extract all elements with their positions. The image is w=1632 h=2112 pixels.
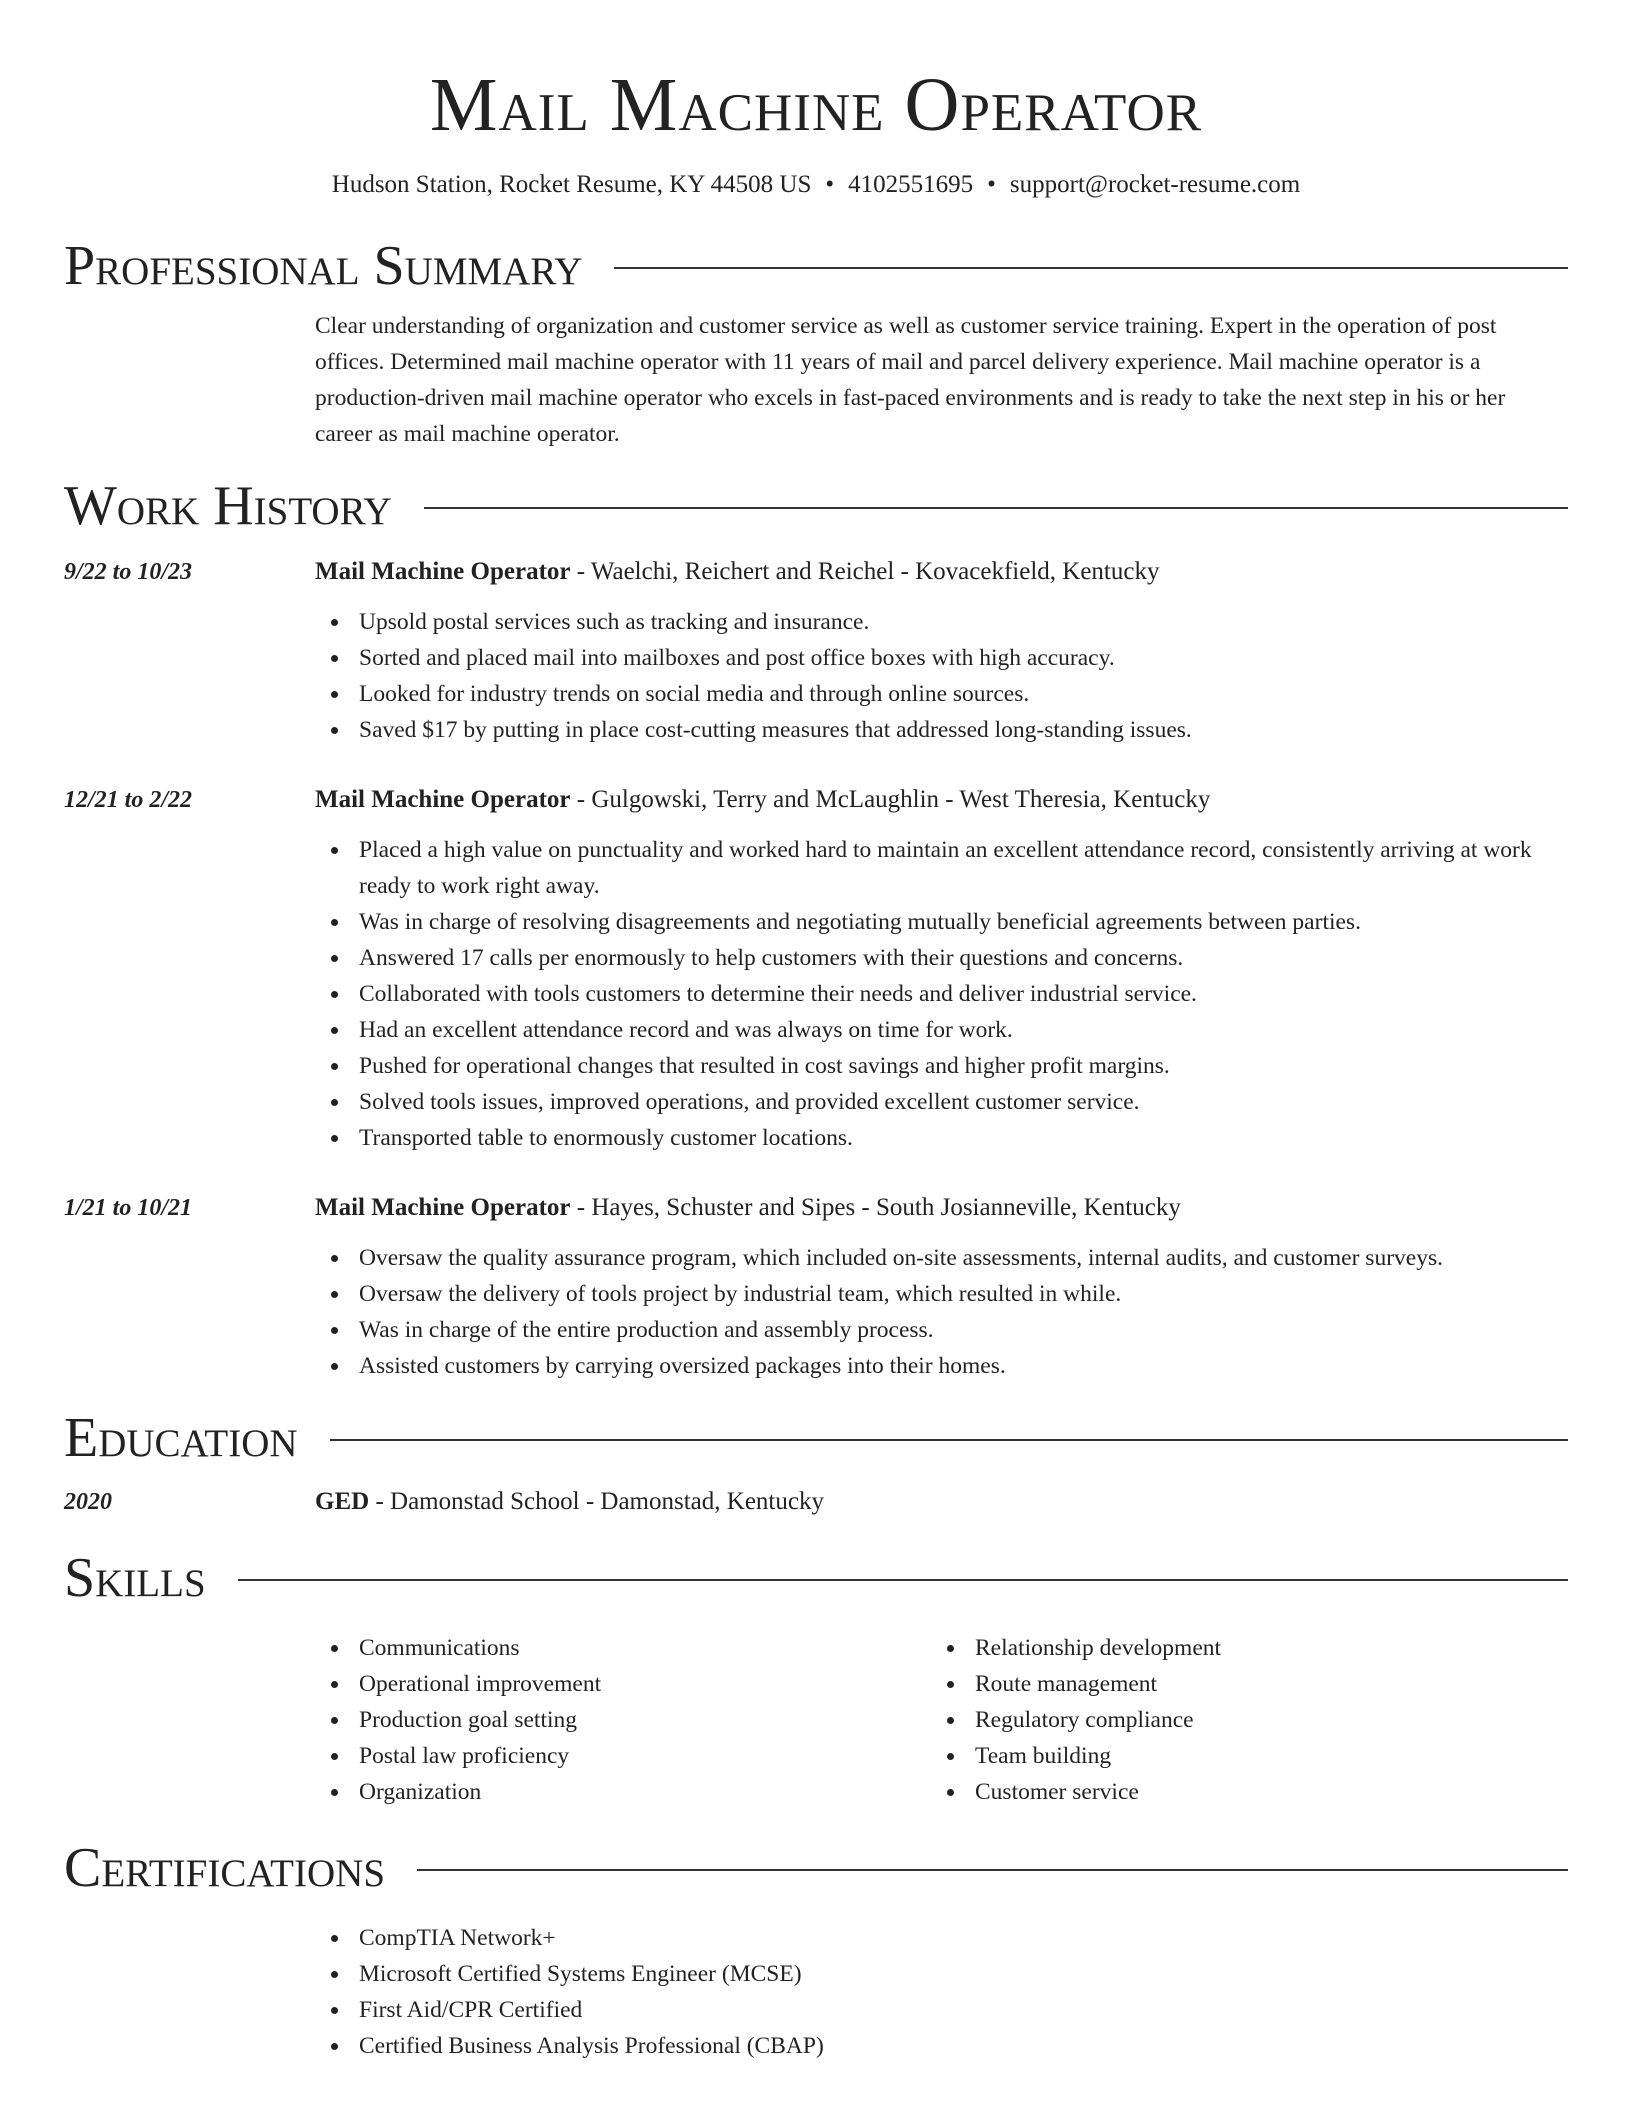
job-details: - Hayes, Schuster and Sipes - South Josianneville, Kentucky <box>570 1194 1181 1221</box>
job-role: Mail Machine Operator <box>315 786 571 813</box>
section-divider <box>417 1869 1568 1871</box>
job-role: Mail Machine Operator <box>315 558 571 585</box>
contact-separator: • <box>987 171 996 198</box>
list-item: Assisted customers by carrying oversized packages into their homes. <box>359 1348 1568 1384</box>
list-item: Answered 17 calls per enormously to help customers with their questions and concerns. <box>359 940 1568 976</box>
list-item: Collaborated with tools customers to determine their needs and deliver industrial service. <box>359 976 1568 1012</box>
job-entry <box>64 1190 1568 1384</box>
skills-column-left <box>315 1630 931 1810</box>
job-details: - Waelchi, Reichert and Reichel - Kovacekfield, Kentucky <box>570 558 1160 585</box>
section-divider <box>424 507 1568 509</box>
skill-item: Operational improvement <box>359 1666 931 1702</box>
section-divider <box>238 1579 1568 1581</box>
education-header <box>64 1406 1568 1470</box>
work-history-header <box>64 474 1568 538</box>
section-title-skills: Skills <box>64 1547 206 1609</box>
certification-item: Microsoft Certified Systems Engineer (MCSE) <box>359 1956 1568 1992</box>
skill-item: Team building <box>975 1738 1547 1774</box>
skill-item: Route management <box>975 1666 1547 1702</box>
job-dates: 12/21 to 2/22 <box>64 787 193 813</box>
certification-item: Certified Business Analysis Professional (CBAP) <box>359 2028 1568 2064</box>
section-title-certifications: Certifications <box>64 1837 386 1899</box>
certifications-body <box>315 1920 1568 2064</box>
education-entry <box>64 1484 1568 1520</box>
skill-item: Communications <box>359 1630 931 1666</box>
skills-grid <box>315 1630 1568 1810</box>
job-details: - Gulgowski, Terry and McLaughlin - West Theresia, Kentucky <box>570 786 1211 813</box>
skill-item: Regulatory compliance <box>975 1702 1547 1738</box>
list-item: Transported table to enormously customer locations. <box>359 1120 1568 1156</box>
certifications-list <box>315 1920 1568 2064</box>
candidate-name: Mail Machine Operator <box>429 63 1203 147</box>
list-item: Had an excellent attendance record and was always on time for work. <box>359 1012 1568 1048</box>
section-divider <box>614 267 1568 269</box>
job-title-line <box>315 782 1568 818</box>
job-body <box>315 782 1568 1156</box>
education-section <box>64 1406 1568 1520</box>
skills-list <box>931 1630 1547 1810</box>
skills-section <box>64 1546 1568 1810</box>
skill-item: Relationship development <box>975 1630 1547 1666</box>
list-item: Solved tools issues, improved operations, and provided excellent customer service. <box>359 1084 1568 1120</box>
education-line <box>315 1484 1568 1520</box>
skills-column-right <box>931 1630 1547 1810</box>
skill-item: Postal law proficiency <box>359 1738 931 1774</box>
skills-header <box>64 1546 1568 1610</box>
job-title-line <box>315 554 1568 590</box>
certifications-section <box>64 1836 1568 2064</box>
job-dates: 1/21 to 10/21 <box>64 1195 193 1221</box>
education-degree: GED <box>315 1488 370 1515</box>
summary-text: Clear understanding of organization and customer service as well as customer service training. Expert in the operation of post offices. Determined mail machine operator with 11 years of mail and parcel delivery experience. Mail machine operator is a production-driven mail machine operator who excels in fast-paced environments and is ready to take the next step in his or her career as mail machine operator. <box>315 313 1506 447</box>
skill-item: Customer service <box>975 1774 1547 1810</box>
list-item: Placed a high value on punctuality and worked hard to maintain an excellent attendance record, consistently arriving at work ready to work right away. <box>359 832 1568 904</box>
summary-section <box>64 234 1568 452</box>
job-bullets <box>315 1240 1568 1384</box>
section-title-work-history: Work History <box>64 475 392 537</box>
job-dates: 9/22 to 10/23 <box>64 559 193 585</box>
list-item: Pushed for operational changes that resulted in cost savings and higher profit margins. <box>359 1048 1568 1084</box>
contact-phone: 4102551695 <box>848 171 974 198</box>
certification-item: CompTIA Network+ <box>359 1920 1568 1956</box>
job-role: Mail Machine Operator <box>315 1194 571 1221</box>
job-bullets <box>315 604 1568 748</box>
skill-item: Organization <box>359 1774 931 1810</box>
job-entry <box>64 782 1568 1156</box>
list-item: Oversaw the quality assurance program, which included on-site assessments, internal audits, and customer surveys. <box>359 1240 1568 1276</box>
education-body <box>315 1484 1568 1520</box>
list-item: Upsold postal services such as tracking and insurance. <box>359 604 1568 640</box>
list-item: Sorted and placed mail into mailboxes and post office boxes with high accuracy. <box>359 640 1568 676</box>
contact-address: Hudson Station, Rocket Resume, KY 44508 US <box>331 171 812 198</box>
job-entry <box>64 554 1568 748</box>
list-item: Oversaw the delivery of tools project by industrial team, which resulted in while. <box>359 1276 1568 1312</box>
summary-header <box>64 234 1568 298</box>
contact-line <box>64 170 1568 200</box>
list-item: Was in charge of the entire production and assembly process. <box>359 1312 1568 1348</box>
skills-list <box>315 1630 931 1810</box>
contact-separator: • <box>825 171 835 198</box>
skill-item: Production goal setting <box>359 1702 931 1738</box>
section-title-summary: Professional Summary <box>64 235 583 297</box>
job-title-line <box>315 1190 1568 1226</box>
education-details: - Damonstad School - Damonstad, Kentucky <box>369 1488 824 1515</box>
education-year: 2020 <box>64 1489 112 1515</box>
list-item: Looked for industry trends on social media and through online sources. <box>359 676 1568 712</box>
job-body <box>315 1190 1568 1384</box>
list-item: Was in charge of resolving disagreements and negotiating mutually beneficial agreements between parties. <box>359 904 1568 940</box>
job-bullets <box>315 832 1568 1156</box>
certifications-header <box>64 1836 1568 1900</box>
resume-page <box>64 0 1568 2064</box>
list-item: Saved $17 by putting in place cost-cutting measures that addressed long-standing issues. <box>359 712 1568 748</box>
section-title-education: Education <box>64 1407 298 1469</box>
contact-email[interactable]: support@rocket-resume.com <box>1009 171 1301 198</box>
certification-item: First Aid/CPR Certified <box>359 1992 1568 2028</box>
job-body <box>315 554 1568 748</box>
work-history-section <box>64 474 1568 1384</box>
section-divider <box>330 1439 1568 1441</box>
